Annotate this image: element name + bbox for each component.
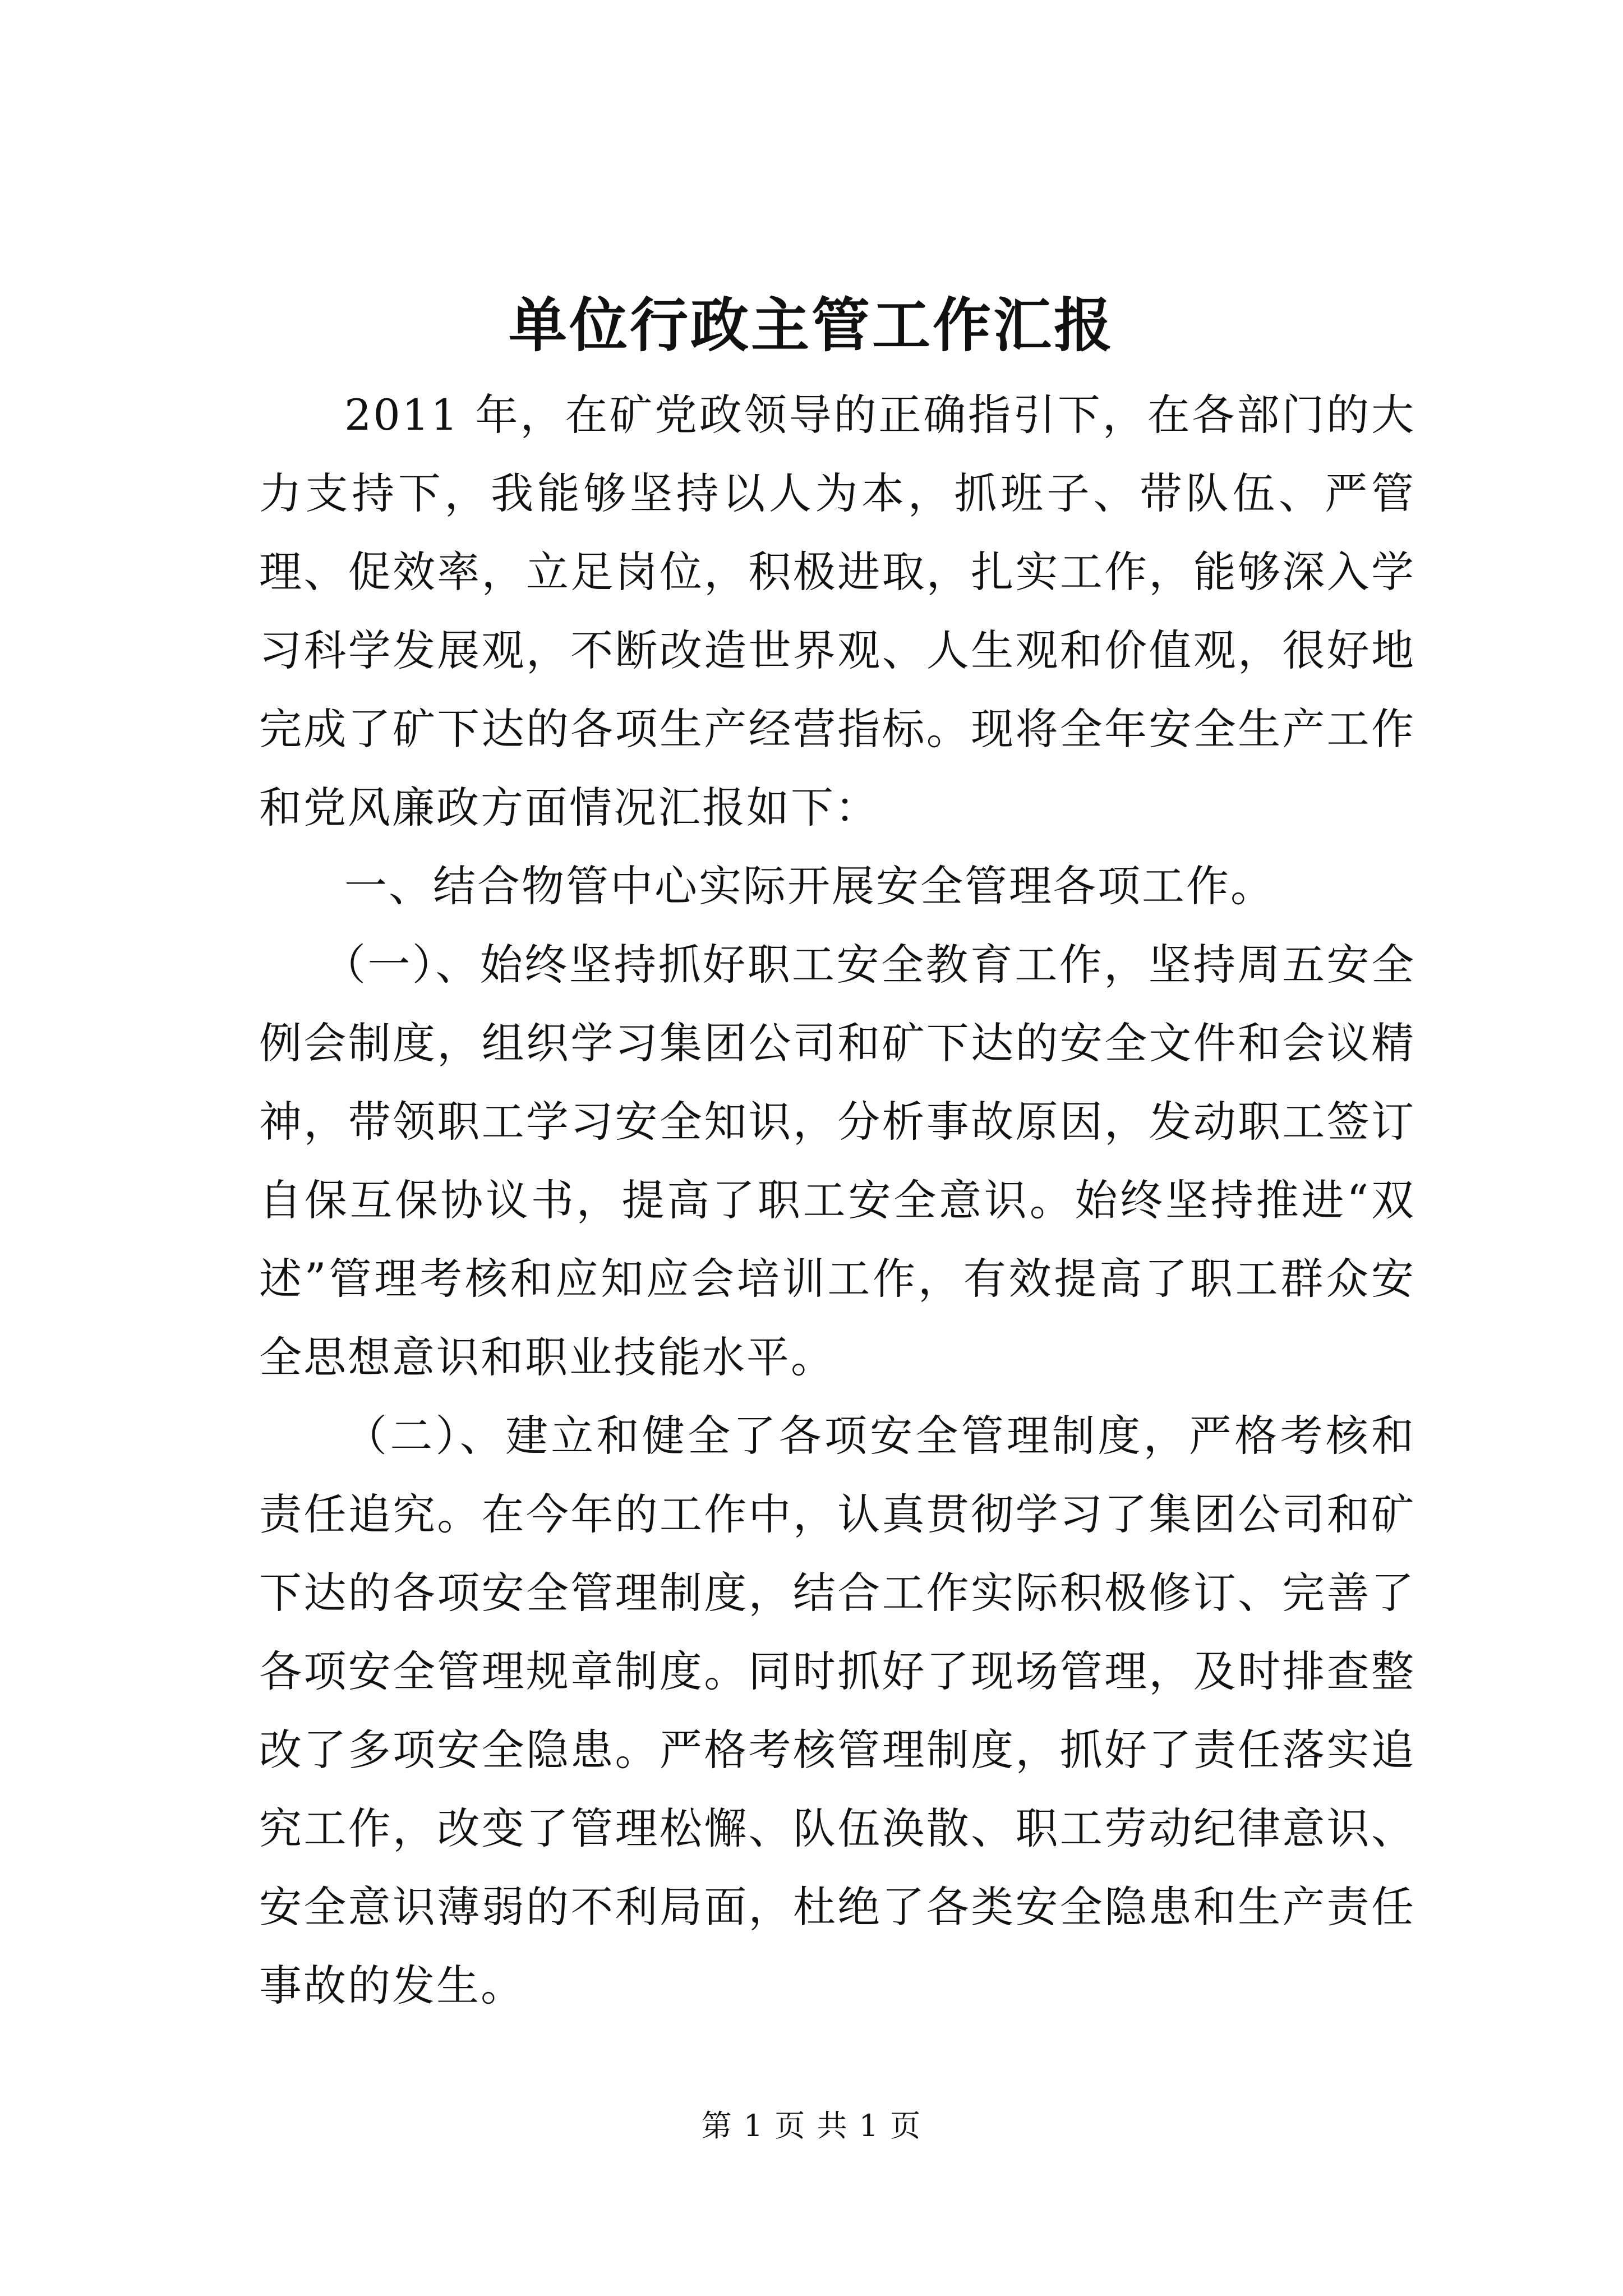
document-title: 单位行政主管工作汇报: [508, 291, 1114, 360]
intro-paragraph: 2011 年，在矿党政领导的正确指引下，在各部门的大力支持下，我能够坚持以人为本，抓班子、带队伍、严管理、促效率，立足岗位，积极进取，扎实工作，能够深入学习科学发展观，不断改造世界观、人生观和价值观，很好地完成了矿下达的各项生产经营指标。现将全年安全生产工作和党风廉政方面情况汇报如下：: [259, 390, 1415, 832]
document-body: [259, 376, 1415, 2025]
page-footer: 第 1 页 共 1 页: [701, 2108, 922, 2143]
section-heading-1: 一、结合物管中心实际开展安全管理各项工作。: [344, 861, 1275, 911]
subsection-paragraph-1: （一）、始终坚持抓好职工安全教育工作，坚持周五安全例会制度，组织学习集团公司和矿下达的安全文件和会议精神，带领职工学习安全知识，分析事故原因，发动职工签订自保互保协议书，提高了职工安全意识。始终坚持推进“双述”管理考核和应知应会培训工作，有效提高了职工群众安全思想意识和职业技能水平。: [259, 940, 1415, 1382]
subsection-paragraph-2: （二）、建立和健全了各项安全管理制度，严格考核和责任追究。在今年的工作中，认真贯彻学习了集团公司和矿下达的各项安全管理制度，结合工作实际积极修订、完善了各项安全管理规章制度。同时抓好了现场管理，及时排查整改了多项安全隐患。严格考核管理制度，抓好了责任落实追究工作，改变了管理松懈、队伍涣散、职工劳动纪律意识、安全意识薄弱的不利局面，杜绝了各类安全隐患和生产责任事故的发生。: [259, 1411, 1415, 2010]
